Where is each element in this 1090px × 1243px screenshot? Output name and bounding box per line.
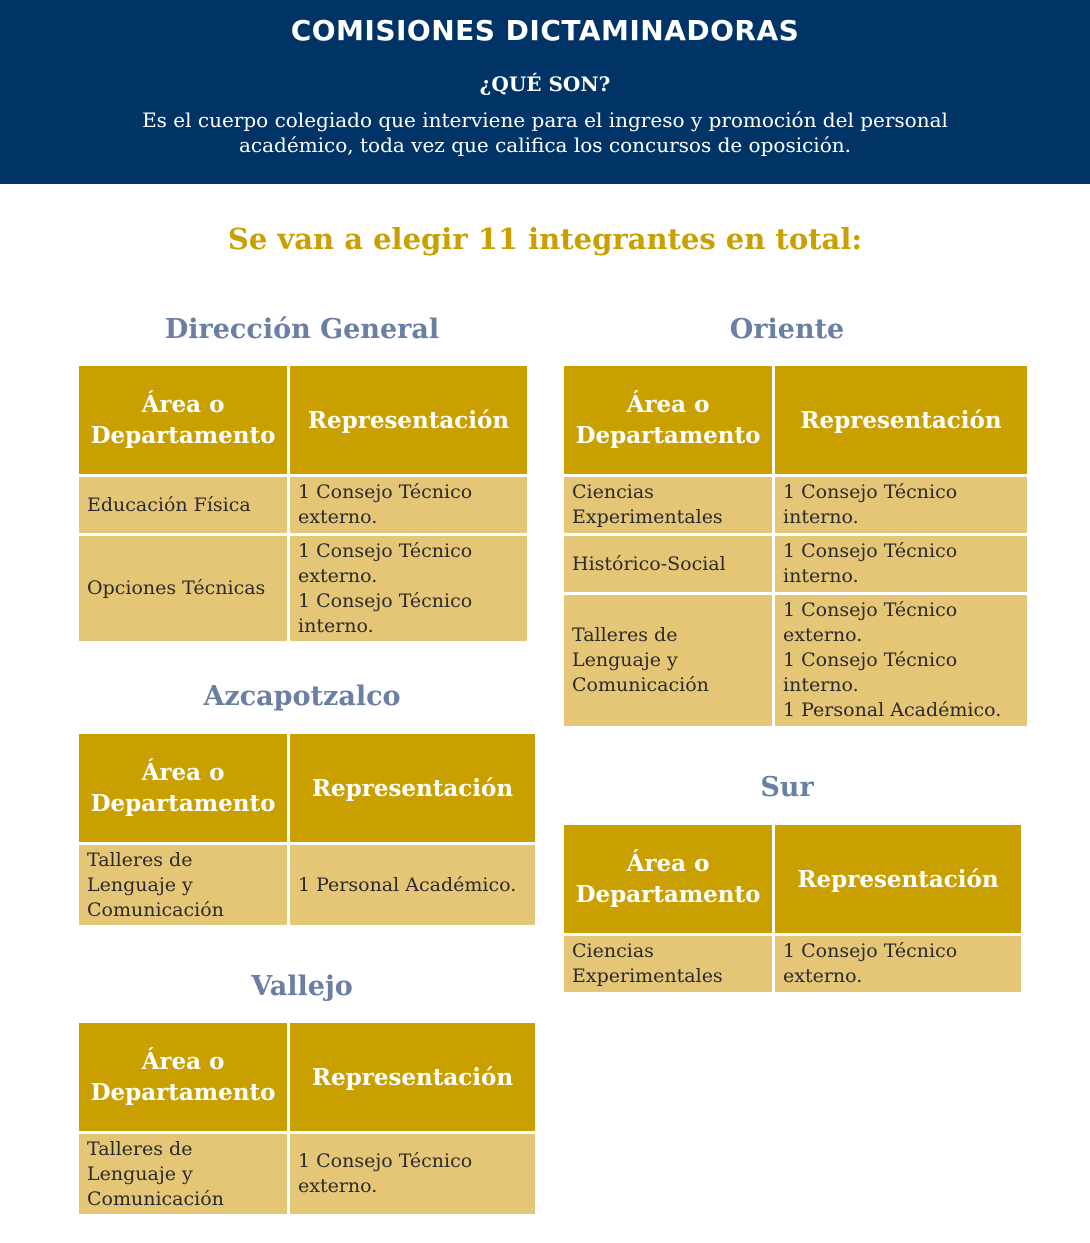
- header-area: Área o Departamento: [563, 824, 774, 935]
- representation-cell: 1 Consejo Técnico externo. 1 Consejo Técnico interno.: [289, 535, 529, 643]
- header-representation: Representación: [289, 365, 529, 476]
- table-row: [563, 935, 1023, 994]
- tagline: Se van a elegir 11 integrantes en total:: [227, 222, 863, 256]
- table-row: [78, 476, 529, 535]
- table-row: [78, 535, 529, 643]
- table-direccion-general: [76, 363, 530, 644]
- representation-cell: 1 Personal Académico.: [289, 844, 537, 927]
- area-cell: Ciencias Experimentales: [563, 476, 774, 535]
- table-azcapotzalco: [76, 731, 538, 928]
- representation-cell: 1 Consejo Técnico interno.: [774, 535, 1029, 594]
- area-cell: Educación Física: [78, 476, 289, 535]
- table-oriente: [561, 363, 1030, 729]
- area-cell: Opciones Técnicas: [78, 535, 289, 643]
- header-area: Área o Departamento: [78, 733, 289, 844]
- area-cell: Talleres de Lenguaje y Comunicación: [78, 844, 289, 927]
- section-title-vallejo: Vallejo: [251, 971, 353, 1002]
- page-title: COMISIONES DICTAMINADORAS: [290, 14, 800, 47]
- section-title-direccion-general: Dirección General: [164, 314, 440, 345]
- section-title-oriente: Oriente: [729, 314, 845, 345]
- area-cell: Talleres de Lenguaje y Comunicación: [78, 1133, 289, 1216]
- area-cell: Talleres de Lenguaje y Comunicación: [563, 594, 774, 728]
- representation-cell: 1 Consejo Técnico externo.: [774, 935, 1023, 994]
- header-area: Área o Departamento: [78, 365, 289, 476]
- table-row: [78, 844, 537, 927]
- area-cell: Ciencias Experimentales: [563, 935, 774, 994]
- table-header-row: [563, 365, 1029, 476]
- header-representation: Representación: [774, 824, 1023, 935]
- table-row: [563, 594, 1029, 728]
- table-row: [563, 535, 1029, 594]
- header-banner: [0, 0, 1090, 184]
- section-title-azcapotzalco: Azcapotzalco: [203, 681, 401, 712]
- table-header-row: [78, 733, 537, 844]
- table-row: [78, 1133, 537, 1216]
- table-sur: [561, 822, 1024, 995]
- representation-cell: 1 Consejo Técnico externo.: [289, 1133, 537, 1216]
- representation-cell: 1 Consejo Técnico interno.: [774, 476, 1029, 535]
- table-header-row: [78, 365, 529, 476]
- page-description: Es el cuerpo colegiado que interviene para el ingreso y promoción del personal académico, toda vez que califica los concursos de oposición.: [142, 108, 948, 157]
- table-header-row: [78, 1022, 537, 1133]
- area-cell: Histórico-Social: [563, 535, 774, 594]
- section-title-sur: Sur: [760, 772, 814, 803]
- table-vallejo: [76, 1020, 538, 1217]
- table-header-row: [563, 824, 1023, 935]
- header-area: Área o Departamento: [78, 1022, 289, 1133]
- representation-cell: 1 Consejo Técnico externo. 1 Consejo Técnico interno. 1 Personal Académico.: [774, 594, 1029, 728]
- header-representation: Representación: [289, 1022, 537, 1133]
- header-area: Área o Departamento: [563, 365, 774, 476]
- page-subtitle: ¿QUÉ SON?: [479, 72, 611, 96]
- header-representation: Representación: [289, 733, 537, 844]
- table-row: [563, 476, 1029, 535]
- representation-cell: 1 Consejo Técnico externo.: [289, 476, 529, 535]
- header-representation: Representación: [774, 365, 1029, 476]
